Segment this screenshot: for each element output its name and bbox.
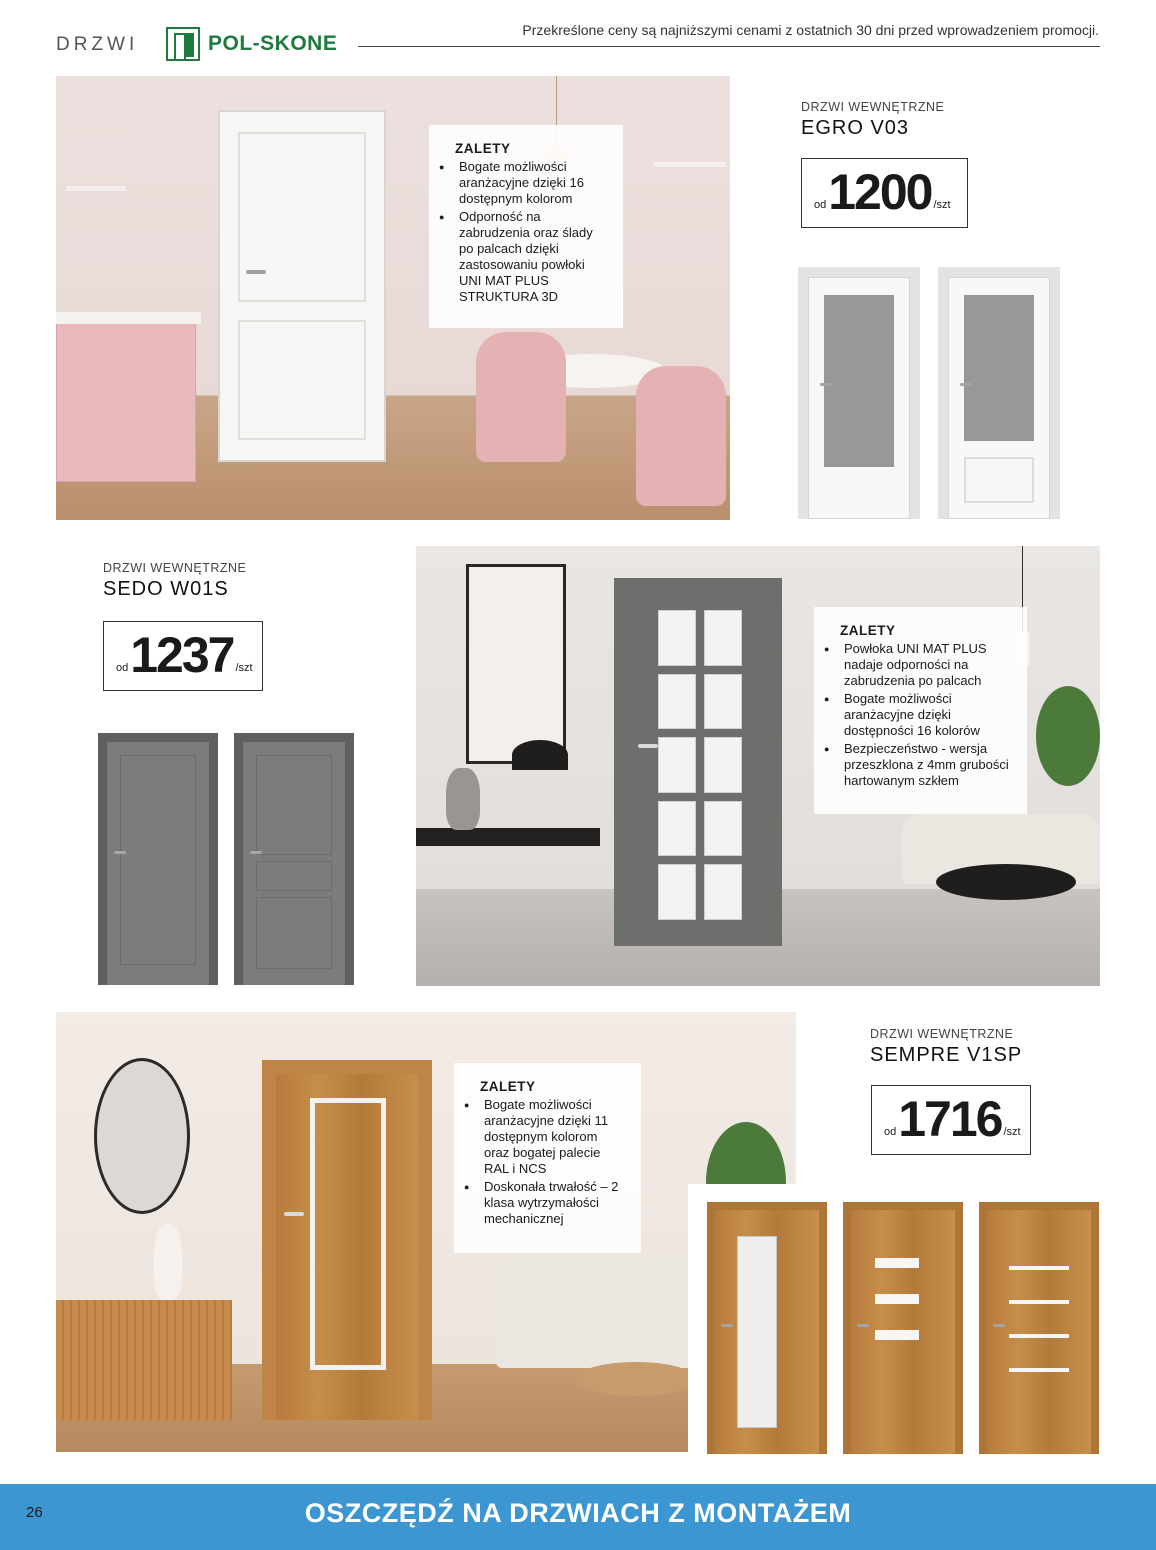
door-glass-line	[1009, 1266, 1069, 1270]
advantages-list	[455, 159, 605, 305]
section-title: DRZWI	[56, 34, 139, 55]
door-swatch-sempre-lines	[979, 1202, 1099, 1454]
door-glass	[737, 1236, 777, 1428]
door-glass	[964, 295, 1034, 441]
price-amount: 1716	[898, 1091, 1002, 1147]
wall-shelf	[66, 186, 126, 191]
advantage-item: ● Powłoka UNI MAT PLUS nadaje odporności na zabrudzenia po palcach	[840, 641, 1009, 689]
door-glass-line	[1009, 1368, 1069, 1372]
wall-art	[466, 564, 566, 764]
advantage-item: ● Doskonała trwałość – 2 klasa wytrzymałości mechanicznej	[480, 1179, 623, 1227]
pink-chair-left	[476, 332, 566, 462]
promo-banner-text: OSZCZĘDŹ NA DRZWIACH Z MONTAŻEM	[304, 1498, 852, 1528]
door-panel	[256, 861, 332, 891]
door-handle-icon	[246, 270, 266, 274]
scene-door-white	[218, 110, 386, 462]
advantages-list	[480, 1097, 623, 1227]
advantage-item: ● Odporność na zabrudzenia oraz ślady po palcach dzięki zastosowaniu powłoki UNI MAT PLUS STRUKTURA 3D	[455, 209, 605, 305]
door-panel-upper	[238, 132, 366, 302]
door-swatch-sempre-strips	[843, 1202, 963, 1454]
product-category: DRZWI WEWNĘTRZNE	[103, 561, 247, 575]
door-swatch-sedo-flat	[98, 733, 218, 985]
header-divider	[358, 46, 1100, 47]
advantages-box-egro	[429, 125, 623, 328]
advantages-title: ZALETY	[480, 1079, 536, 1094]
coffee-table	[576, 1362, 696, 1396]
door-panel	[256, 897, 332, 969]
product-name: SEMPRE V1SP	[870, 1044, 1023, 1066]
price-unit: /szt	[1003, 1126, 1021, 1138]
product-category: DRZWI WEWNĘTRZNE	[801, 100, 945, 114]
price-box	[871, 1085, 1031, 1155]
scene-door-grey-glass	[614, 578, 782, 946]
brand-logo	[166, 26, 337, 62]
price-box	[103, 621, 263, 691]
advantage-item: ● Bogate możliwości aranżacyjne dzięki dostępności 16 kolorów	[840, 691, 1009, 739]
kitchen-photo	[56, 76, 730, 520]
door-glass-line	[1009, 1334, 1069, 1338]
sofa	[496, 1258, 696, 1368]
price-prefix: od	[814, 199, 827, 211]
door-leaf	[987, 1210, 1091, 1454]
price-amount: 1237	[130, 627, 234, 683]
door-swatch-egro-glass-panel	[938, 267, 1060, 519]
price-prefix: od	[884, 1126, 897, 1138]
door-handle-icon	[993, 1324, 1005, 1327]
advantage-item: ● Bezpieczeństwo - wersja przeszklona z 4mm grubości hartowanym szkłem	[840, 741, 1009, 789]
product-name: SEDO W01S	[103, 578, 229, 600]
advantage-item: ● Bogate możliwości aranżacyjne dzięki 16 dostępnym kolorom	[455, 159, 605, 207]
price-amount: 1200	[828, 164, 932, 220]
door-glass-line	[1009, 1300, 1069, 1304]
advantages-box-sedo	[814, 607, 1027, 814]
door-inlay	[310, 1098, 386, 1370]
black-console	[416, 828, 600, 846]
door-panel	[256, 755, 332, 855]
door-panel	[964, 457, 1034, 503]
door-glass	[824, 295, 894, 467]
price-box	[801, 158, 968, 228]
price-prefix: od	[116, 662, 129, 674]
brand-name: POL-SKONE	[208, 32, 338, 55]
door-swatch-sedo-panels	[234, 733, 354, 985]
price-disclaimer: Przekreślone ceny są najniższymi cenami z ostatnich 30 dni przed wprowadzeniem promocji.	[522, 22, 1099, 38]
price-unit: /szt	[235, 662, 253, 674]
advantage-item: ● Bogate możliwości aranżacyjne dzięki 11 dostępnym kolorom oraz bogatej palecie RAL i NCS	[480, 1097, 623, 1177]
door-handle-icon	[721, 1324, 733, 1327]
hallway-photo	[56, 1012, 796, 1452]
door-panel	[120, 755, 196, 965]
wall-shelf-right	[654, 162, 726, 167]
advantages-title: ZALETY	[455, 141, 511, 156]
page-number: 26	[26, 1504, 43, 1521]
pink-chair-right	[636, 366, 726, 506]
door-handle-icon	[820, 383, 832, 386]
vase	[154, 1224, 182, 1300]
kitchen-cabinet	[56, 322, 196, 482]
door-panel-lower	[238, 320, 366, 440]
door-swatch-egro-glass	[798, 267, 920, 519]
sideboard	[56, 1300, 232, 1420]
door-glass-strip	[875, 1330, 919, 1340]
door-glass-strip	[875, 1258, 919, 1268]
advantages-list	[840, 641, 1009, 789]
kitchen-counter	[56, 312, 201, 324]
door-handle-icon	[638, 744, 658, 748]
vase	[446, 768, 480, 830]
product-name: EGRO V03	[801, 117, 910, 139]
plant	[1036, 686, 1100, 786]
advantages-box-sempre	[454, 1063, 641, 1253]
coffee-table	[936, 864, 1076, 900]
door-swatch-sempre-glass	[707, 1202, 827, 1454]
door-handle-icon	[284, 1212, 304, 1216]
door-handle-icon	[960, 383, 972, 386]
table-lamp	[512, 740, 568, 770]
door-handle-icon	[857, 1324, 869, 1327]
round-mirror	[94, 1058, 190, 1214]
advantages-title: ZALETY	[840, 623, 896, 638]
price-unit: /szt	[933, 199, 951, 211]
door-handle-icon	[250, 851, 262, 854]
door-logo-icon	[166, 27, 200, 61]
footer-banner	[0, 1484, 1156, 1550]
door-glass-strip	[875, 1294, 919, 1304]
product-category: DRZWI WEWNĘTRZNE	[870, 1027, 1014, 1041]
scene-door-oak	[262, 1060, 432, 1420]
door-handle-icon	[114, 851, 126, 854]
door-glazing	[658, 610, 742, 920]
